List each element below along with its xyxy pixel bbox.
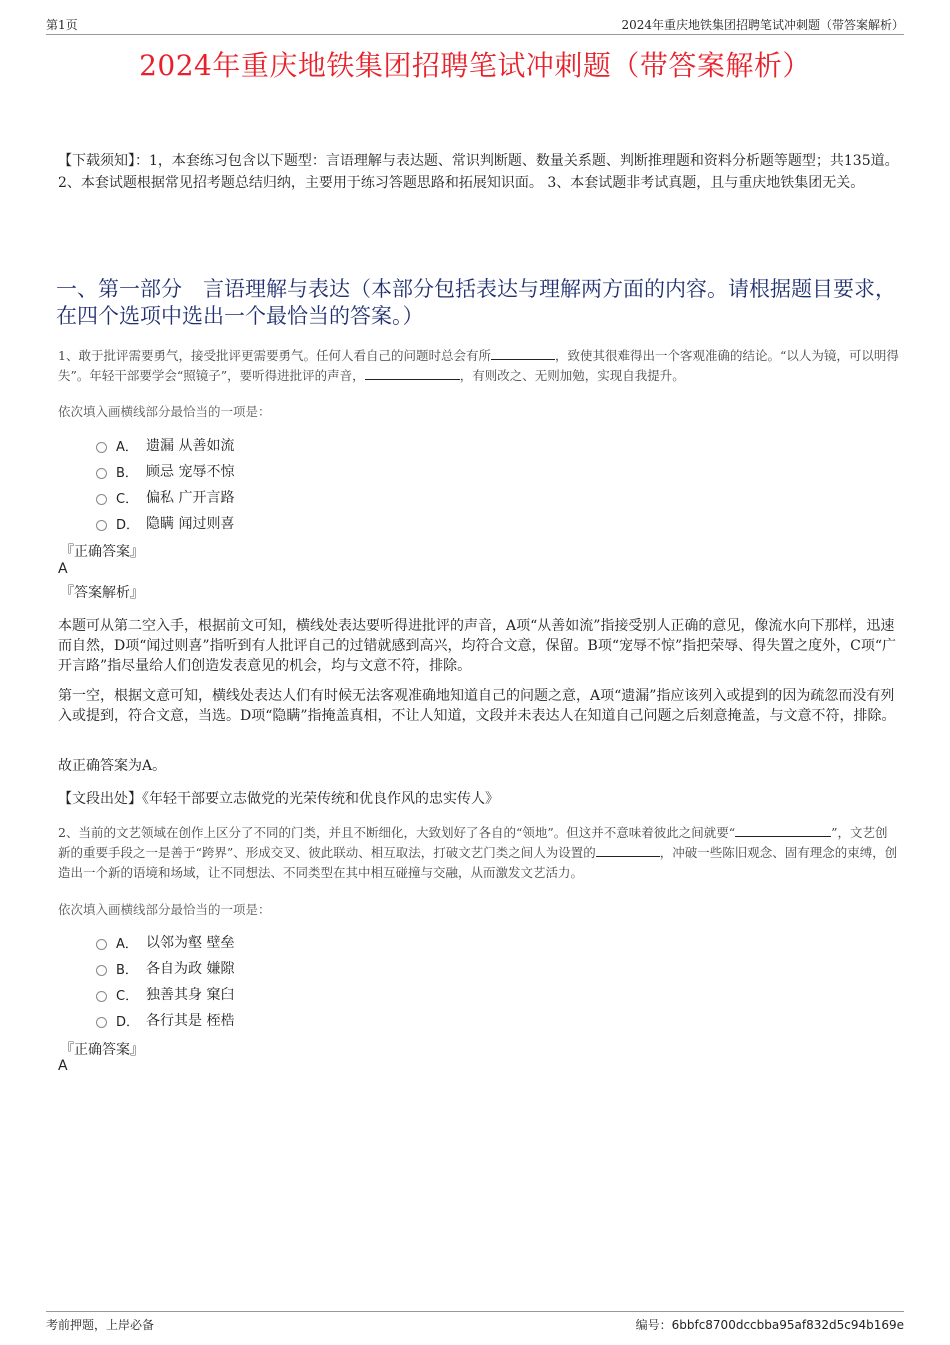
question-2-options <box>96 929 234 1033</box>
page-header <box>46 14 904 35</box>
option-d[interactable]: D． 各行其是 桎梏 <box>96 1007 234 1033</box>
option-c[interactable]: C． 偏私 广开言路 <box>96 484 234 510</box>
radio-icon[interactable] <box>96 494 107 505</box>
page-number: 第1页 <box>46 18 78 32</box>
option-c[interactable]: C． 独善其身 窠臼 <box>96 981 234 1007</box>
analysis-conclusion: 故正确答案为A。 <box>58 758 167 774</box>
analysis-label: 『答案解析』 <box>60 585 144 601</box>
radio-icon[interactable] <box>96 1017 107 1028</box>
radio-icon[interactable] <box>96 520 107 531</box>
option-b[interactable]: B． 顾忌 宠辱不惊 <box>96 458 234 484</box>
option-a[interactable]: A． 以邻为壑 壁垒 <box>96 929 234 955</box>
correct-answer: A <box>58 1058 68 1074</box>
answer-blank <box>365 367 460 380</box>
option-b[interactable]: B． 各自为政 嫌隙 <box>96 955 234 981</box>
question-1-text: 1、敢于批评需要勇气，接受批评更需要勇气。任何人看自己的问题时总会有所 ，致使其很难得出一个客观准确的结论。“以人为镜，可以明得失”。年轻干部要学会“照镜子”，要听得进批评的声音， ，有则改之、无则加勉，实现自我提升。 <box>58 348 899 383</box>
question-1-prompt: 依次填入画横线部分最恰当的一项是： <box>58 404 271 419</box>
option-d[interactable]: D． 隐瞒 闻过则喜 <box>96 510 234 536</box>
radio-icon[interactable] <box>96 939 107 950</box>
option-a[interactable]: A． 遗漏 从善如流 <box>96 432 234 458</box>
footer-slogan: 考前押题，上岸必备 <box>46 1318 155 1332</box>
analysis-paragraph: 第一空，根据文意可知，横线处表达人们有时候无法客观准确地知道自己的问题之意，A项“遗漏”指应该列入或提到的因为疏忽而没有列入或提到，符合文意，当选。D项“隐瞒”指掩盖真相，不让人知道，文段并未表达人在知道自己问题之后刻意掩盖，与文意不符，排除。 <box>58 688 896 724</box>
page-footer <box>46 1311 904 1334</box>
download-notice: 【下载须知】：1，本套练习包含以下题型：言语理解与表达题、常识判断题、数量关系题、判断推理题和资料分析题等题型；共135道。 2、本套试题根据常见招考题总结归纳，主要用于练习答题思路和拓展知识面。 3、本套试题非考试真题，且与重庆地铁集团无关。 <box>58 153 899 191</box>
correct-answer-label: 『正确答案』 <box>60 544 144 560</box>
correct-answer: A <box>58 561 68 577</box>
analysis-paragraph: 本题可从第二空入手，根据前文可知，横线处表达要听得进批评的声音，A项“从善如流”指接受别人正确的意见，像流水向下那样，迅速而自然，D项“闻过则喜”指听到有人批评自己的过错就感到高兴，均符合文意，保留。B项“宠辱不惊”指把荣辱、得失置之度外，C项“广开言路”指尽量给人们创造发表意见的机会，均与文意不符，排除。 <box>58 618 897 674</box>
question-2-prompt: 依次填入画横线部分最恰当的一项是： <box>58 902 271 917</box>
radio-icon[interactable] <box>96 442 107 453</box>
question-1-options <box>96 432 234 536</box>
section-title: 一、第一部分 言语理解与表达（本部分包括表达与理解两方面的内容。请根据题目要求，在四个选项中选出一个最恰当的答案。） <box>56 277 896 328</box>
radio-icon[interactable] <box>96 468 107 479</box>
source-citation: 【文段出处】《年轻干部要立志做党的光荣传统和优良作风的忠实传人》 <box>58 791 499 807</box>
document-title: 2024年重庆地铁集团招聘笔试冲刺题（带答案解析） <box>139 49 811 82</box>
answer-blank <box>596 844 660 857</box>
question-2-text: 2、当前的文艺领域在创作上区分了不同的门类，并且不断细化，大致划好了各自的“领地”。但这并不意味着彼此之间就要“ ”，文艺创新的重要手段之一是善于“跨界”、形成交叉、彼此联动、相互取法，打破文艺门类之间人为设置的 ，冲破一些陈旧观念、固有理念的束缚，创造出一个新的语境和场域，让不同想法、不同类型在其中相互碰撞与交融，从而激发文艺活力。 <box>58 825 898 880</box>
answer-blank <box>491 347 555 360</box>
radio-icon[interactable] <box>96 991 107 1002</box>
correct-answer-label: 『正确答案』 <box>60 1042 144 1058</box>
document-code: 编号：6bbfc8700dccbba95af832d5c94b169e <box>635 1318 904 1332</box>
answer-blank <box>735 824 831 837</box>
header-doc-name: 2024年重庆地铁集团招聘笔试冲刺题（带答案解析） <box>621 18 904 32</box>
radio-icon[interactable] <box>96 965 107 976</box>
